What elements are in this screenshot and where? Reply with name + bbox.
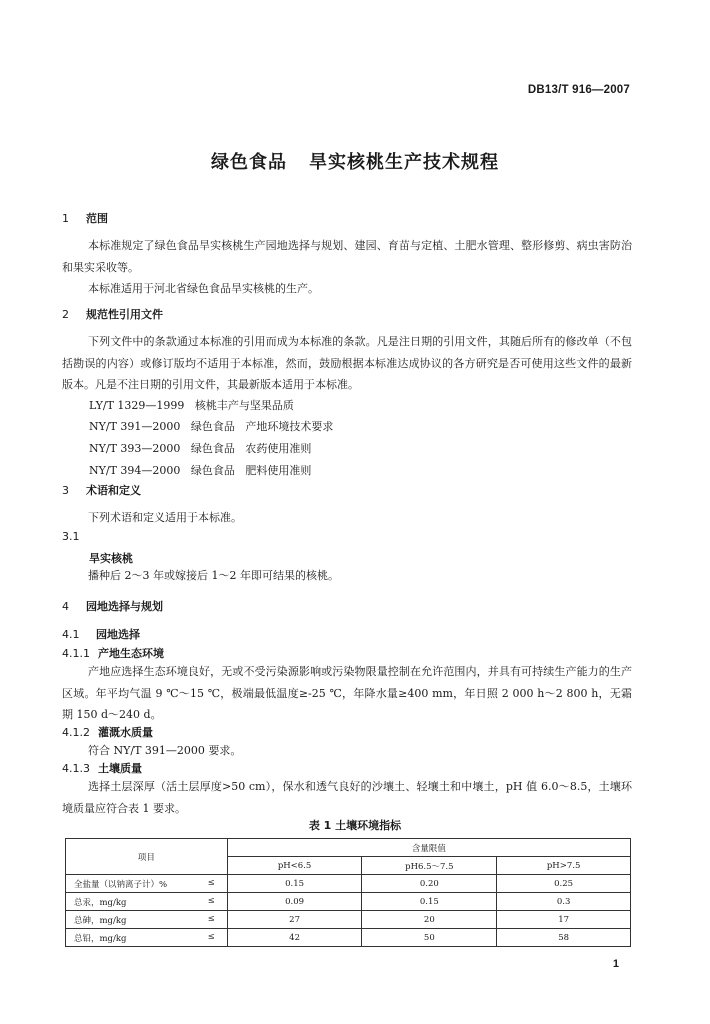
le-symbol: ≤: [207, 877, 215, 888]
section-4-1-2-title: 灌溉水质量: [98, 726, 153, 739]
page-number: 1: [612, 958, 619, 970]
soil-environment-table: [65, 838, 631, 947]
section-2-heading: [62, 306, 163, 322]
section-4-1-1-number: 4.1.1: [62, 647, 90, 660]
table-row: [66, 911, 631, 929]
le-symbol: ≤: [207, 931, 215, 942]
table-cell: 0.20: [362, 875, 497, 893]
table-cell: 17: [497, 911, 631, 929]
standard-code: DB13/T 916—2007: [527, 84, 630, 96]
reference-item: NY/T 393—2000 绿色食品 农药使用准则: [89, 442, 312, 455]
table-row: [66, 929, 631, 947]
title-part-2: 旱实核桃生产技术规程: [309, 152, 499, 173]
table-cell-item: [66, 893, 228, 911]
table-header-row: [66, 839, 631, 857]
item-label: 全盐量（以钠离子计）%: [74, 879, 168, 890]
section-1-paragraph-1: 本标准规定了绿色食品旱实核桃生产园地选择与规划、建园、育苗与定植、土肥水管理、整形修剪、病虫害防治和果实采收等。: [62, 239, 632, 274]
section-1-heading: [62, 210, 108, 226]
table-header-item: 项目: [66, 839, 228, 875]
section-4-1-1-title: 产地生态环境: [98, 647, 164, 660]
section-3-paragraph-1: 下列术语和定义适用于本标准。: [88, 511, 242, 524]
table-cell: 0.3: [497, 893, 631, 911]
section-1-title: 范围: [86, 212, 108, 225]
section-4-1-2-number: 4.1.2: [62, 726, 90, 739]
le-symbol: ≤: [207, 895, 215, 906]
le-symbol: ≤: [207, 913, 215, 924]
section-4-1-heading: [62, 626, 140, 642]
table-row: [66, 875, 631, 893]
section-4-1-3-title: 土壤质量: [98, 762, 142, 775]
section-3-1-number: 3.1: [62, 530, 80, 543]
document-title: [0, 148, 710, 174]
section-4-heading: [62, 598, 163, 614]
table-cell: 0.15: [227, 875, 362, 893]
item-label: 总铅，mg/kg: [74, 933, 127, 944]
table-header-ph: pH6.5～7.5: [362, 857, 497, 875]
section-3-title: 术语和定义: [86, 484, 141, 497]
table-cell: 42: [227, 929, 362, 947]
section-2-number: 2: [62, 308, 69, 321]
term-name: 旱实核桃: [89, 552, 133, 565]
table-cell: 20: [362, 911, 497, 929]
section-4-1-title: 园地选择: [96, 628, 140, 641]
table-1-caption: 表 1 土壤环境指标: [308, 819, 402, 832]
table-header-limits: 含量限值: [227, 839, 630, 857]
section-4-1-1-paragraph: 产地应选择生态环境良好，无或不受污染源影响或污染物限量控制在允许范围内，并具有可持续生产能力的生产区域。年平均气温 9 ℃～15 ℃，极端最低温度≥-25 ℃，年降水量≥400 mm，年日照 2 000 h～2 800 h，无霜期 150 d～240 d。: [62, 665, 632, 721]
item-label: 总汞，mg/kg: [74, 897, 127, 908]
table-cell-item: [66, 929, 228, 947]
section-3-number: 3: [62, 484, 69, 497]
section-4-1-3-heading: [62, 760, 142, 776]
item-label: 总砷，mg/kg: [74, 915, 127, 926]
section-4-1-2-heading: [62, 724, 153, 740]
section-4-number: 4: [62, 600, 69, 613]
section-4-1-1-heading: [62, 645, 164, 661]
section-4-1-3-number: 4.1.3: [62, 762, 90, 775]
section-4-1-3-paragraph: 选择土层深厚（活土层厚度>50 cm），保水和透气良好的沙壤土、轻壤土和中壤土，pH 值 6.0～8.5，土壤环境质量应符合表 1 要求。: [62, 780, 632, 815]
section-2-title: 规范性引用文件: [86, 308, 163, 321]
table-cell: 0.25: [497, 875, 631, 893]
section-1-paragraph-2: 本标准适用于河北省绿色食品旱实核桃的生产。: [88, 282, 319, 295]
term-definition: 播种后 2～3 年或嫁接后 1～2 年即可结果的核桃。: [88, 569, 339, 582]
table-cell: 0.15: [362, 893, 497, 911]
section-1-number: 1: [62, 212, 69, 225]
table-cell-item: [66, 911, 228, 929]
section-2-paragraph-1: 下列文件中的条款通过本标准的引用而成为本标准的条款。凡是注日期的引用文件，其随后所有的修改单（不包括勘误的内容）或修订版均不适用于本标准，然而，鼓励根据本标准达成协议的各方研究是否可使用这些文件的最新版本。凡是不注日期的引用文件，其最新版本适用于本标准。: [62, 335, 632, 391]
table-row: [66, 893, 631, 911]
table-header-ph: pH<6.5: [227, 857, 362, 875]
reference-item: NY/T 391—2000 绿色食品 产地环境技术要求: [89, 420, 334, 433]
table-cell: 27: [227, 911, 362, 929]
table-cell: 58: [497, 929, 631, 947]
section-4-1-number: 4.1: [62, 628, 80, 641]
section-4-title: 园地选择与规划: [86, 600, 163, 613]
reference-item: NY/T 394—2000 绿色食品 肥料使用准则: [89, 464, 312, 477]
section-4-1-2-paragraph: 符合 NY/T 391—2000 要求。: [88, 744, 242, 757]
reference-item: LY/T 1329—1999 核桃丰产与坚果品质: [89, 399, 294, 412]
section-3-heading: [62, 482, 141, 498]
title-part-1: 绿色食品: [211, 152, 287, 173]
table-cell: 50: [362, 929, 497, 947]
table-cell-item: [66, 875, 228, 893]
table-cell: 0.09: [227, 893, 362, 911]
table-header-ph: pH>7.5: [497, 857, 631, 875]
